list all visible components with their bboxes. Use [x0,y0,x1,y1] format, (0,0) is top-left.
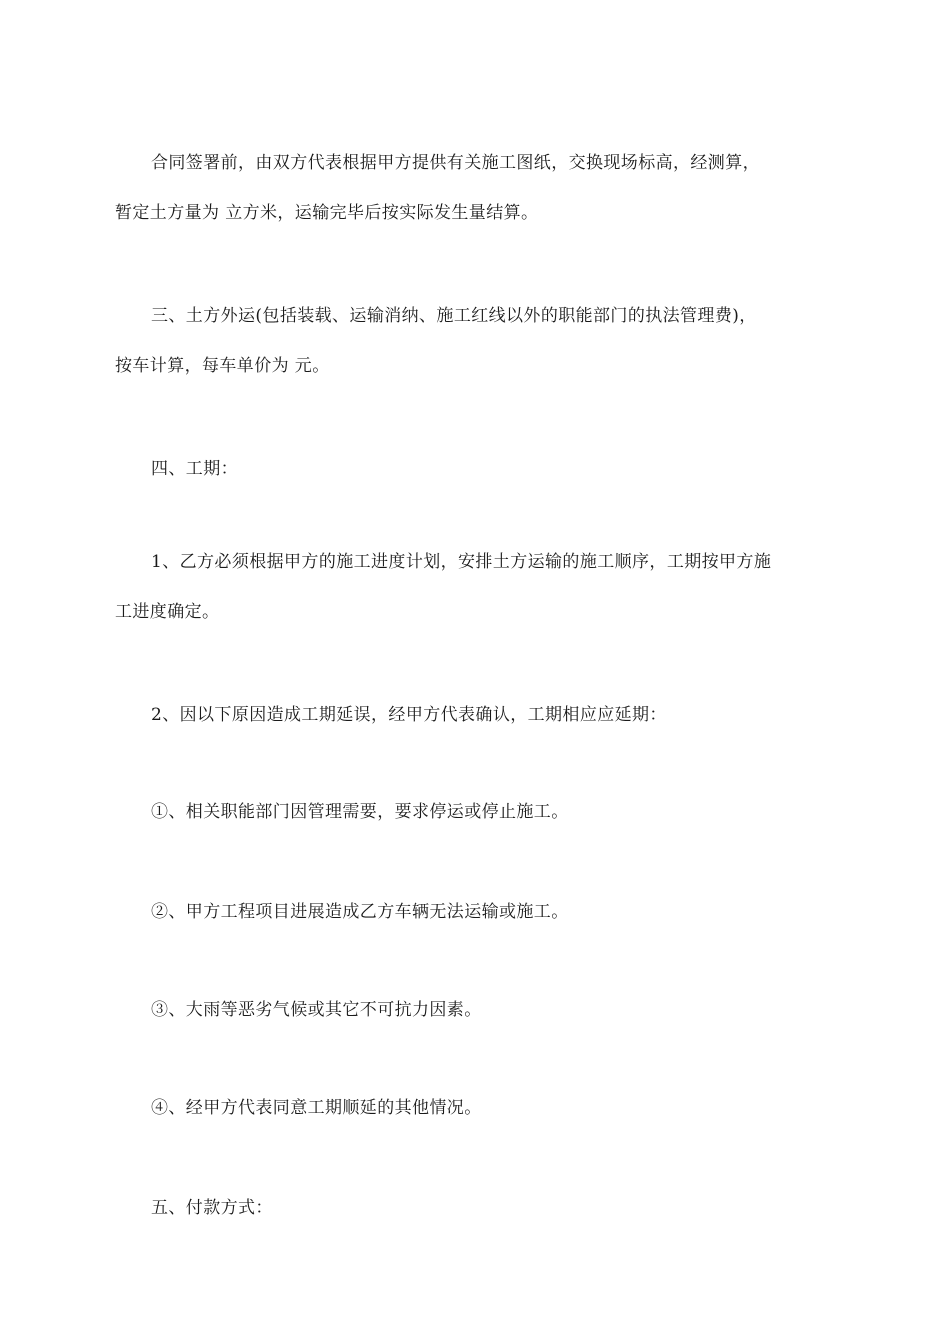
paragraph-subitem-1 [115,787,835,837]
paragraph-subitem-4 [115,1083,835,1133]
paragraph-subitem-3 [115,985,835,1035]
heading-section-four [115,444,835,494]
paragraph-line: ②、甲方工程项目进展造成乙方车辆无法运输或施工。 [151,902,569,922]
paragraph-measurement [115,138,835,238]
paragraph-line: ③、大雨等恶劣气候或其它不可抗力因素。 [151,1000,482,1020]
paragraph-subitem-2 [115,887,835,937]
paragraph-line: ④、经甲方代表同意工期顺延的其他情况。 [151,1098,482,1118]
paragraph-line: 四、工期： [151,459,238,479]
paragraph-item-1 [115,537,835,637]
heading-section-five [115,1183,835,1233]
paragraph-line: 2、因以下原因造成工期延误，经甲方代表确认，工期相应应延期： [151,705,667,725]
paragraph-line: 三、土方外运(包括装载、运输消纳、施工红线以外的职能部门的执法管理费)， [151,306,757,326]
paragraph-line: 1、乙方必须根据甲方的施工进度计划，安排土方运输的施工顺序，工期按甲方施 [151,552,772,572]
paragraph-item-2 [115,690,835,740]
paragraph-section-three [115,291,835,391]
paragraph-line: 五、付款方式： [151,1198,273,1218]
paragraph-line: 暂定土方量为 立方米，运输完毕后按实际发生量结算。 [115,203,539,223]
paragraph-line: 按车计算，每车单价为 元。 [115,356,330,376]
paragraph-line: 合同签署前，由双方代表根据甲方提供有关施工图纸，交换现场标高，经测算， [151,153,760,173]
paragraph-line: ①、相关职能部门因管理需要，要求停运或停止施工。 [151,802,569,822]
paragraph-line: 工进度确定。 [115,602,220,622]
